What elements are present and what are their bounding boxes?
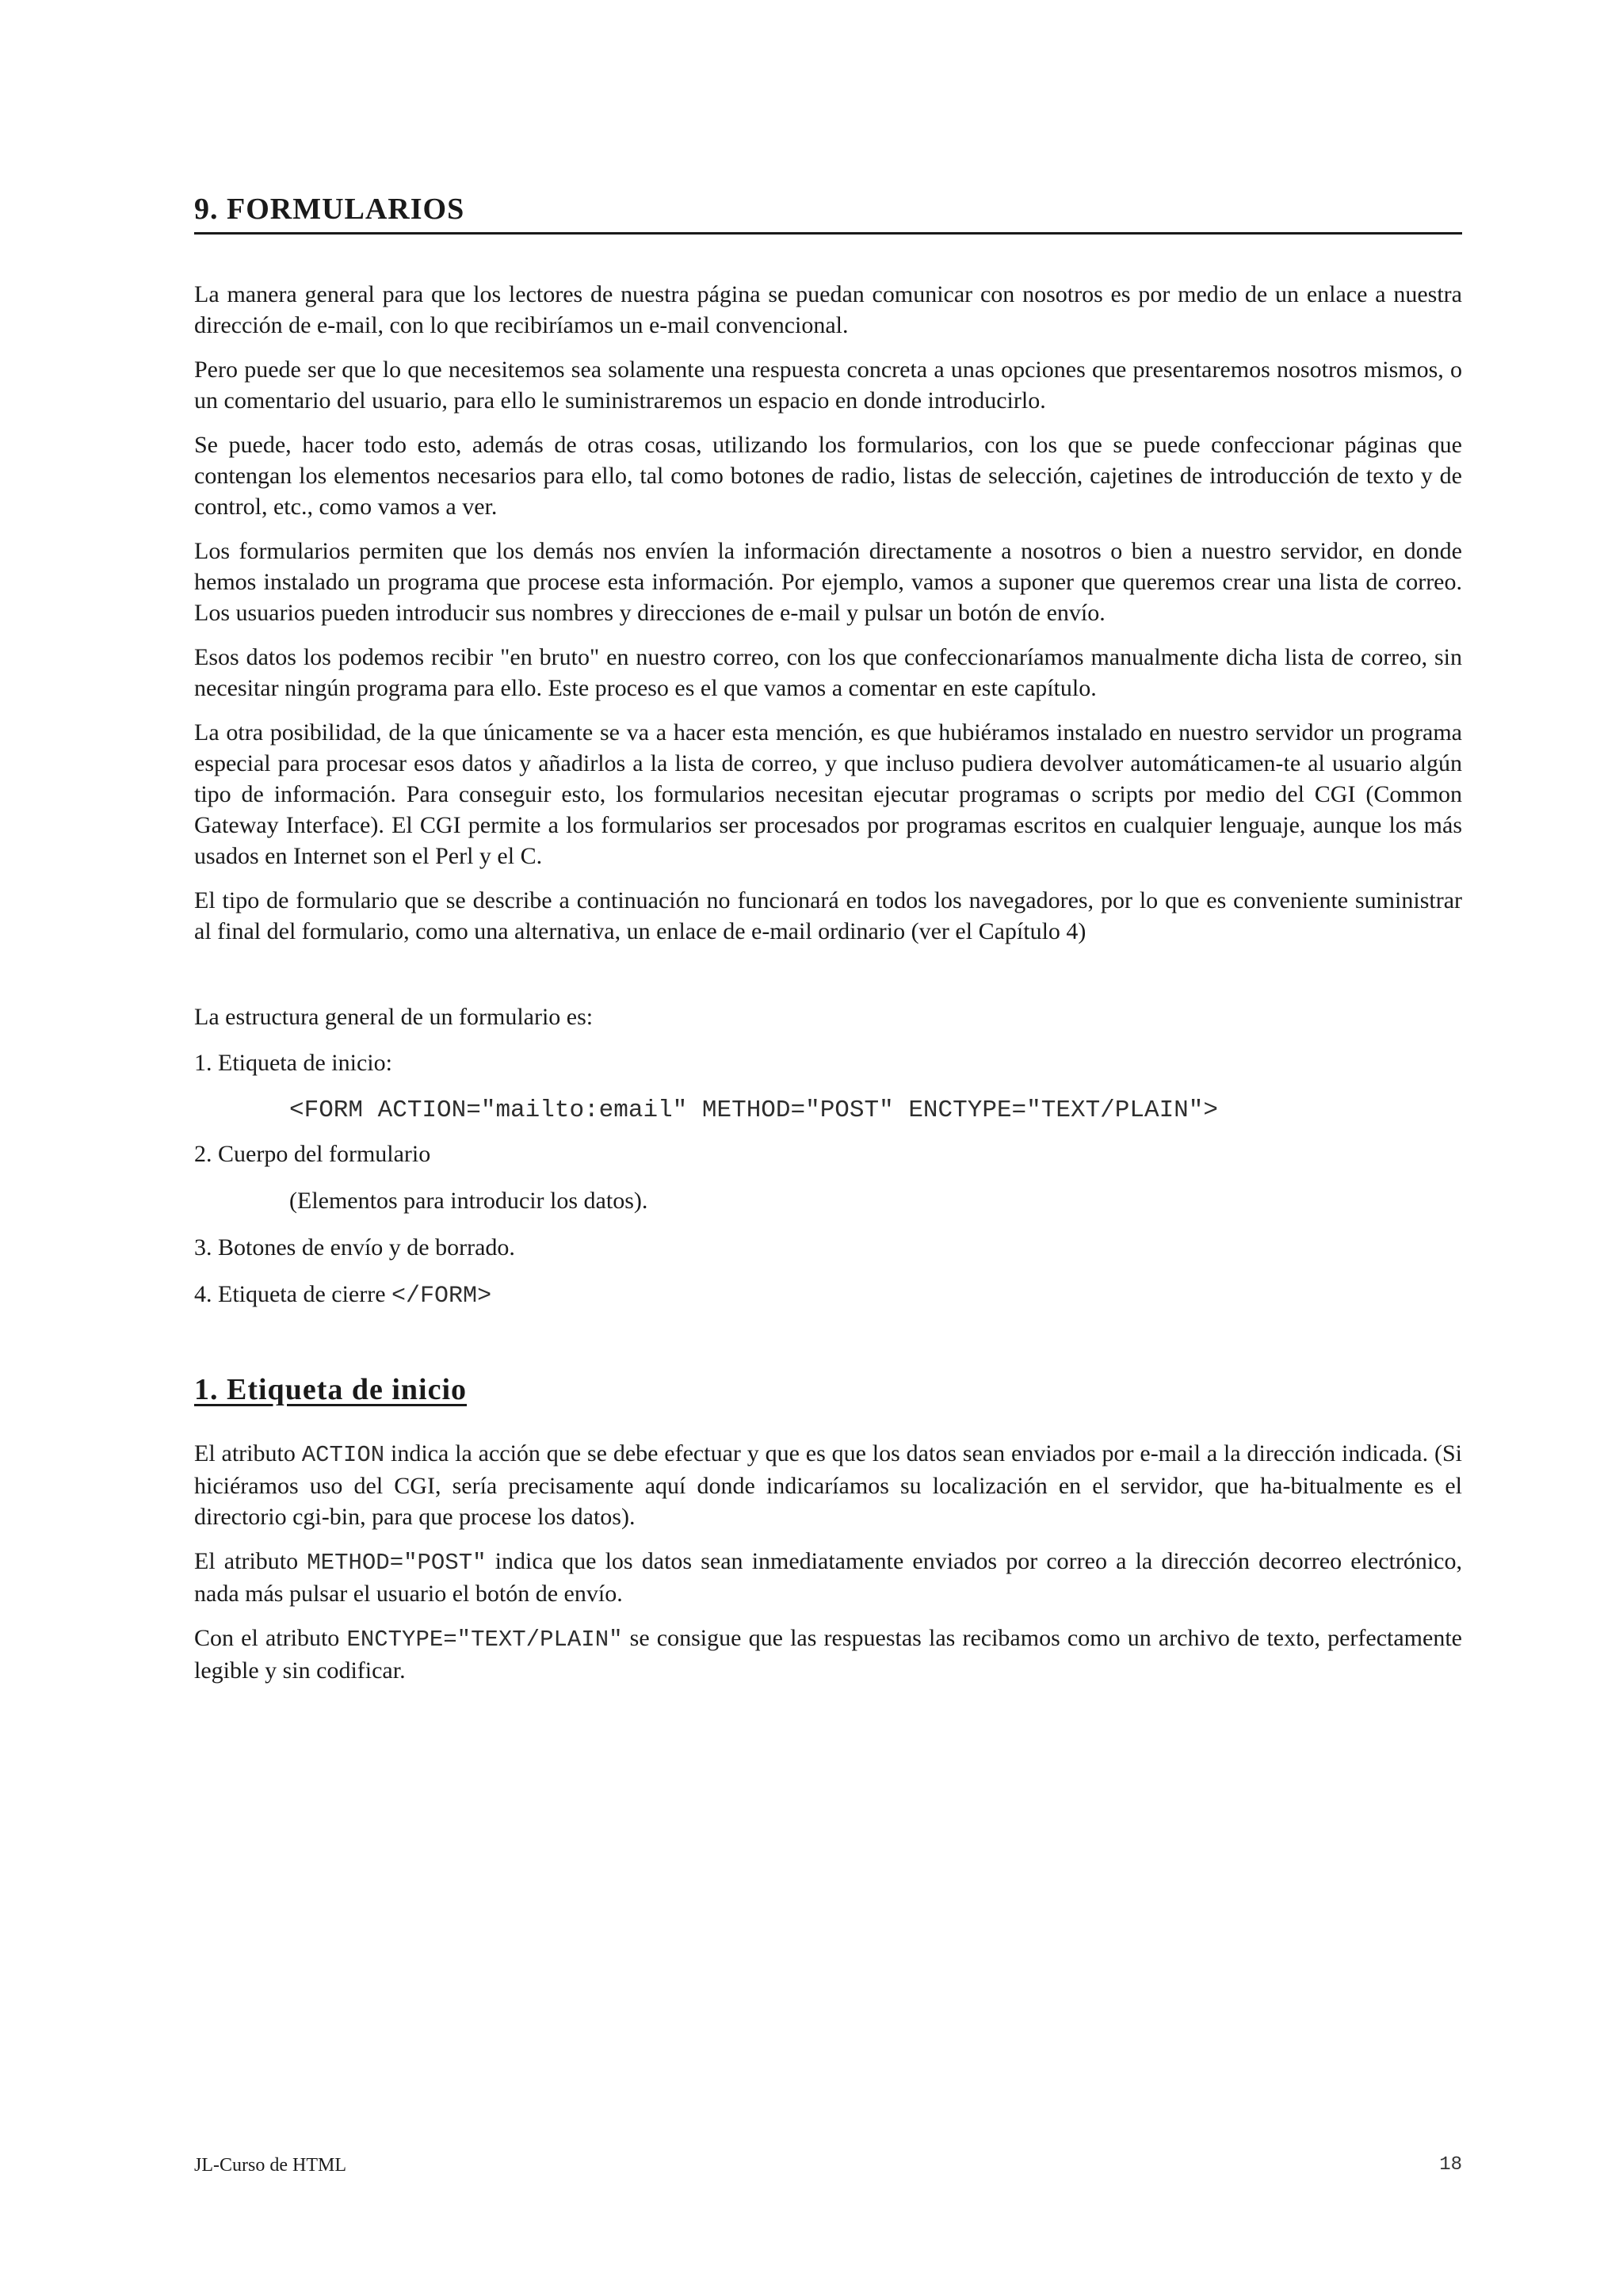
footer-page-number: 18	[1439, 2154, 1462, 2176]
paragraph-text: indica la acción que se debe efectuar y que es que los datos sean enviados por e-mail a la dirección indicada. (Si hiciéramos uso del CGI, sería precisamente aquí donde indicaríamos su localización en el servidor, que ha-bitualmente es el directorio cgi-bin, para que procese los datos).	[194, 1440, 1462, 1530]
intro-paragraph: Se puede, hacer todo esto, además de otras cosas, utilizando los formularios, con los que se puede confeccionar páginas que contengan los elementos necesarios para ello, tal como botones de radio, listas de selección, cajetines de introducción de texto y de control, etc., como vamos a ver.	[194, 432, 1462, 520]
paragraph-text: El atributo	[194, 1548, 307, 1574]
intro-paragraph: Pero puede ser que lo que necesitemos sea solamente una respuesta concreta a unas opciones que presentaremos nosotros mismos, o un comentario del usuario, para ello le suministraremos un espacio en donde introducirlo.	[194, 357, 1462, 414]
structure-step-4	[194, 1279, 1462, 1312]
enctype-code: ENCTYPE="TEXT/PLAIN"	[346, 1627, 623, 1653]
section-title: 1. Etiqueta de inicio	[194, 1373, 468, 1406]
structure-step-2-detail: (Elementos para introducir los datos).	[289, 1188, 648, 1214]
footer-course-title: JL-Curso de HTML	[194, 2155, 346, 2176]
form-structure-list	[194, 1001, 1462, 1312]
paragraph-text: El atributo	[194, 1440, 302, 1466]
structure-step-3: 3. Botones de envío y de borrado.	[194, 1234, 515, 1261]
paragraph-text: se consigue que las respuestas las recibamos como un archivo de texto, perfectamente legible y sin codificar.	[194, 1625, 1462, 1684]
form-open-tag-code: <FORM ACTION="mailto:email" METHOD="POST" ENCTYPE="TEXT/PLAIN">	[289, 1097, 1218, 1124]
structure-heading: La estructura general de un formulario es:	[194, 1004, 594, 1030]
paragraph-text: indica que los datos sean inmediatamente enviados por correo a la dirección decorreo electrónico, nada más pulsar el usuario el botón de envío.	[194, 1548, 1462, 1607]
action-attribute-paragraph	[194, 1438, 1462, 1532]
chapter-title-rule	[194, 232, 1462, 235]
structure-step-4-text: 4. Etiqueta de cierre	[194, 1281, 392, 1307]
form-close-tag-code: </FORM>	[391, 1283, 492, 1310]
intro-section	[194, 279, 1462, 947]
structure-step-2: 2. Cuerpo del formulario	[194, 1141, 431, 1167]
intro-paragraph: Esos datos los podemos recibir "en bruto" en nuestro correo, con los que confeccionaríamos manualmente dicha lista de correo, sin necesitar ningún programa para ello. Este proceso es el que vamos a comentar en este capítulo.	[194, 644, 1462, 701]
enctype-attribute-paragraph	[194, 1623, 1462, 1686]
intro-paragraph: El tipo de formulario que se describe a continuación no funcionará en todos los navegadores, por lo que es conveniente suministrar al final del formulario, como una alternativa, un enlace de e-mail ordinario (ver el Capítulo 4)	[194, 887, 1462, 944]
intro-paragraph: La otra posibilidad, de la que únicamente se va a hacer esta mención, es que hubiéramos instalado en nuestro servidor un programa especial para procesar esos datos y añadirlos a la lista de correo, y que incluso pudiera devolver automáticamen-te al usuario algún tipo de información. Para conseguir esto, los formularios necesitan ejecutar programas o scripts por medio del CGI (Common Gateway Interface). El CGI permite a los formularios ser procesados por programas escritos en cualquier lenguaje, aunque los más usados en Internet son el Perl y el C.	[194, 719, 1462, 869]
section-body	[194, 1438, 1462, 1686]
action-code: ACTION	[301, 1442, 385, 1468]
intro-paragraph: La manera general para que los lectores de nuestra página se puedan comunicar con nosotros es por medio de un enlace a nuestra dirección de e-mail, con lo que recibiríamos un e-mail convencional.	[194, 281, 1462, 338]
structure-step-1: 1. Etiqueta de inicio:	[194, 1050, 392, 1076]
paragraph-text: Con el atributo	[194, 1625, 347, 1651]
intro-paragraph: Los formularios permiten que los demás nos envíen la información directamente a nosotros o bien a nuestro servidor, en donde hemos instalado un programa que procese esta información. Por ejemplo, vamos a suponer que queremos crear una lista de correo. Los usuarios pueden introducir sus nombres y direcciones de e-mail y pulsar un botón de envío.	[194, 538, 1462, 626]
method-code: METHOD="POST"	[307, 1550, 487, 1576]
method-attribute-paragraph	[194, 1546, 1462, 1609]
chapter-title: 9. FORMULARIOS	[194, 193, 465, 226]
